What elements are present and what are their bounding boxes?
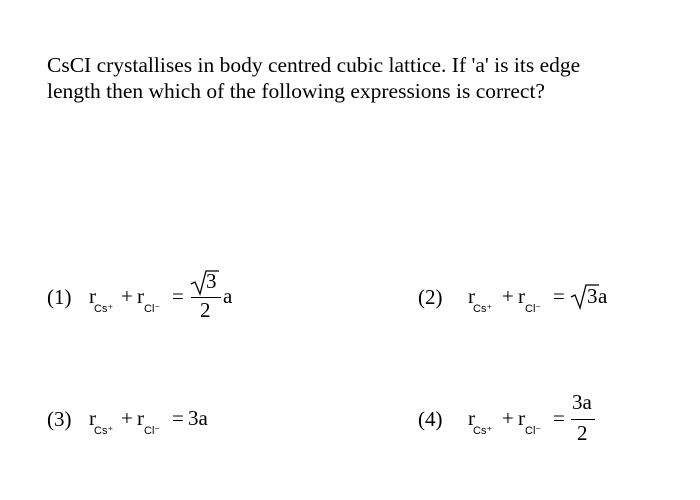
option-2[interactable] [418,272,638,332]
cl-subscript: Cl⁻ [144,425,161,437]
equals-sign: = [172,284,184,308]
fraction-bar [571,419,595,420]
option-1[interactable] [47,269,267,332]
plus-sign: + [121,406,133,430]
r-symbol: r [518,406,525,430]
option-number: (4) [418,407,443,431]
cl-subscript: Cl⁻ [525,303,542,315]
r-symbol: r [89,406,96,430]
option-3[interactable] [47,395,267,455]
cl-subscript: Cl⁻ [144,303,161,315]
option-number: (1) [47,285,72,309]
equals-sign: = [553,406,565,430]
radicand: 3 [587,284,598,308]
plus-sign: + [121,284,133,308]
cs-subscript: Cs⁺ [94,425,114,437]
r-symbol: r [137,284,144,308]
fraction-numerator: 3 [206,269,217,293]
cs-subscript: Cs⁺ [473,425,493,437]
cs-subscript: Cs⁺ [94,303,114,315]
question-line-1: CsCI crystallises in body centred cubic lattice. If 'a' is its edge [47,53,581,77]
r-symbol: r [518,284,525,308]
option-number: (2) [418,285,443,309]
rhs-value: 3a [188,406,208,430]
r-symbol: r [468,284,475,308]
fraction-numerator: 3a [572,390,592,414]
edge-length-symbol: a [598,284,608,308]
option-number: (3) [47,407,72,431]
r-symbol: r [89,284,96,308]
edge-length-symbol: a [223,284,233,308]
option-4[interactable] [418,390,638,450]
plus-sign: + [502,406,514,430]
plus-sign: + [502,284,514,308]
equals-sign: = [172,406,184,430]
r-symbol: r [137,406,144,430]
equals-sign: = [553,284,565,308]
r-symbol: r [468,406,475,430]
cl-subscript: Cl⁻ [525,425,542,437]
question-line-2: length then which of the following expressions is correct? [47,79,545,103]
fraction-denominator: 2 [200,298,211,322]
fraction-denominator: 2 [577,421,588,445]
cs-subscript: Cs⁺ [473,303,493,315]
question-text [47,52,647,104]
